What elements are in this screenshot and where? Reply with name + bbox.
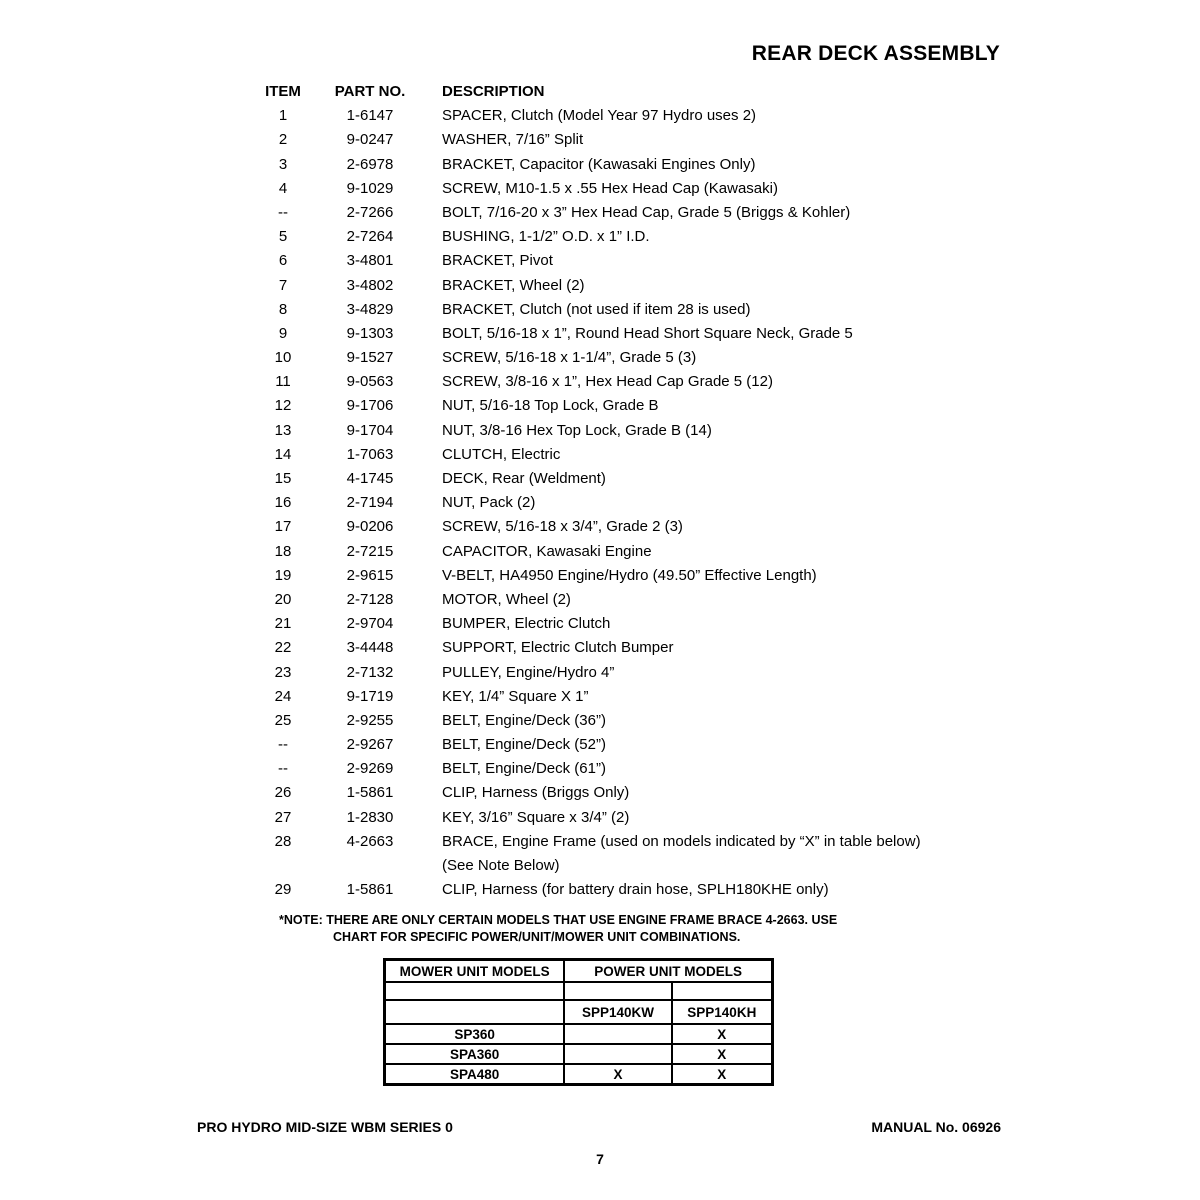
part-item-number: 21 [274,615,292,633]
part-item-number: 14 [274,445,292,463]
part-number: 1-6147 [346,107,394,125]
part-description: MOTOR, Wheel (2) [442,590,571,608]
part-description: SCREW, M10-1.5 x .55 Hex Head Cap (Kawasaki) [442,179,778,197]
power-model-spp140kh: SPP140KH [672,1000,773,1024]
part-row [0,419,1200,443]
part-row [0,491,1200,515]
part-item-number: -- [278,736,288,754]
part-number: 2-9269 [346,760,394,778]
part-row [0,806,1200,830]
part-row [0,540,1200,564]
mower-model: SPA360 [385,1044,565,1064]
part-row [0,394,1200,418]
part-description: SCREW, 5/16-18 x 3/4”, Grade 2 (3) [442,518,683,536]
part-description: BOLT, 5/16-18 x 1”, Round Head Short Square Neck, Grade 5 [442,324,853,342]
model-row [385,1064,773,1085]
part-row [0,298,1200,322]
power-unit-models-header: POWER UNIT MODELS [564,960,772,983]
part-number: 9-1719 [346,687,394,705]
part-number: 2-7264 [346,228,394,246]
part-row [0,588,1200,612]
part-description: BRACKET, Wheel (2) [442,276,585,294]
part-description: SCREW, 3/8-16 x 1”, Hex Head Cap Grade 5 (12) [442,373,773,391]
part-item-number: 10 [274,349,292,367]
part-number: 9-0247 [346,131,394,149]
part-item-number: 26 [274,784,292,802]
part-number: 4-1745 [346,470,394,487]
part-item-number: 17 [274,518,292,536]
part-row [0,709,1200,733]
part-row [0,467,1200,491]
part-row [0,854,1200,878]
part-row [0,274,1200,298]
part-row [0,781,1200,805]
part-number: 9-0206 [346,518,394,536]
part-number: 2-6978 [346,155,394,173]
part-number: 9-1527 [346,349,394,367]
part-number: 3-4448 [346,639,394,657]
model-mark: X [672,1064,773,1085]
power-models-row [385,1000,773,1024]
part-description: CLIP, Harness (for battery drain hose, SPLH180KHE only) [442,881,829,899]
power-model-spp140kw: SPP140KW [564,1000,671,1024]
part-number: 2-7194 [346,494,394,512]
model-row [385,1044,773,1064]
part-item-number: 13 [274,421,292,439]
part-number: 2-9704 [346,615,394,633]
footer-series-title: PRO HYDRO MID-SIZE WBM SERIES 0 [197,1119,453,1135]
part-item-number: 27 [274,808,292,826]
part-row [0,612,1200,636]
part-item-number: -- [278,760,288,778]
part-item-number: 16 [274,494,292,512]
part-description: BRACKET, Capacitor (Kawasaki Engines Only) [442,155,756,173]
part-row [0,153,1200,177]
part-description: BELT, Engine/Deck (61”) [442,760,606,778]
part-number: 2-7132 [346,663,394,681]
part-description: NUT, Pack (2) [442,494,536,512]
part-number: 1-5861 [346,881,394,899]
model-mark [564,1044,671,1064]
note-line-1: *NOTE: THERE ARE ONLY CERTAIN MODELS THAT USE ENGINE FRAME BRACE 4-2663. USE [279,913,838,927]
part-number: 4-2663 [346,832,394,850]
part-description: KEY, 1/4” Square X 1” [442,687,589,705]
part-item-number: 1 [278,107,288,125]
part-description: PULLEY, Engine/Hydro 4” [442,663,615,681]
part-row [0,685,1200,709]
mower-model: SP360 [385,1024,565,1044]
part-number: 2-7128 [346,590,394,608]
part-item-number: -- [278,203,288,221]
part-item-number: 22 [274,639,292,657]
column-header-item: ITEM [265,83,301,100]
part-number: 2-9267 [346,736,394,754]
part-row [0,370,1200,394]
part-item-number: 19 [274,566,292,584]
part-number: 2-7266 [346,203,394,221]
part-number: 3-4829 [346,300,394,318]
part-description: BUSHING, 1-1/2” O.D. x 1” I.D. [442,228,650,246]
part-description: DECK, Rear (Weldment) [442,470,606,487]
part-item-number: 12 [274,397,292,415]
mower-model: SPA480 [385,1064,565,1085]
part-row [0,177,1200,201]
part-number: 9-1706 [346,397,394,415]
part-item-number: 11 [275,373,291,391]
part-row [0,515,1200,539]
model-table-header-row [385,960,773,983]
part-description: CLUTCH, Electric [442,445,561,463]
page-number: 7 [596,1151,604,1167]
column-header-part-no: PART NO. [334,83,406,100]
part-item-number: 5 [278,228,288,246]
part-description: SPACER, Clutch (Model Year 97 Hydro uses 2) [442,107,757,125]
model-mark: X [672,1024,773,1044]
model-compatibility-table [383,958,774,1086]
part-item-number: 6 [278,252,288,270]
part-item-number: 7 [278,276,288,294]
model-row [385,1024,773,1044]
part-row [0,322,1200,346]
part-item-number: 18 [274,542,292,560]
part-number: 9-1303 [346,324,394,342]
part-number: 1-5861 [346,784,394,802]
part-item-number: 25 [274,711,292,729]
part-description: BRACKET, Pivot [442,252,553,270]
page-title: REAR DECK ASSEMBLY [751,42,1000,65]
parts-rows [0,104,1200,902]
part-item-number: 4 [278,179,288,197]
part-row [0,346,1200,370]
part-number: 2-9255 [346,711,394,729]
part-description: (See Note Below) [442,857,560,874]
model-table-spacer-row [385,982,773,1000]
note-line-2: CHART FOR SPECIFIC POWER/UNIT/MOWER UNIT COMBINATIONS. [333,930,741,944]
part-description: SUPPORT, Electric Clutch Bumper [442,639,674,657]
part-description: CLIP, Harness (Briggs Only) [442,784,630,802]
part-item-number: 9 [278,324,288,342]
part-row [0,757,1200,781]
part-item-number: 24 [274,687,292,705]
part-row [0,564,1200,588]
part-description: BRACE, Engine Frame (used on models indicated by “X” in table below) [442,832,921,850]
model-mark: X [564,1064,671,1085]
part-number: 2-7215 [346,542,394,560]
parts-list [0,80,1200,902]
footer-manual-number: MANUAL No. 06926 [871,1119,1001,1135]
part-number: 2-9615 [346,566,394,584]
part-item-number: 20 [274,590,292,608]
part-number: 1-2830 [346,808,394,826]
part-description: BUMPER, Electric Clutch [442,615,611,633]
part-number: 9-0563 [346,373,394,391]
mower-unit-models-header: MOWER UNIT MODELS [385,960,565,983]
part-row [0,443,1200,467]
part-description: CAPACITOR, Kawasaki Engine [442,542,652,560]
part-row [0,830,1200,854]
part-item-number: 23 [274,663,292,681]
model-mark: X [672,1044,773,1064]
part-row [0,636,1200,660]
part-description: NUT, 5/16-18 Top Lock, Grade B [442,397,659,415]
part-number: 9-1029 [346,179,394,197]
part-row [0,733,1200,757]
part-row [0,225,1200,249]
part-item-number: 29 [274,881,292,899]
part-row [0,661,1200,685]
part-description: V-BELT, HA4950 Engine/Hydro (49.50” Effective Length) [442,566,817,584]
column-header-description: DESCRIPTION [442,83,545,100]
part-item-number: 15 [274,470,292,487]
model-mark [564,1024,671,1044]
part-item-number: 2 [278,131,288,149]
part-description: BELT, Engine/Deck (36”) [442,711,606,729]
part-row [0,201,1200,225]
part-row [0,249,1200,273]
part-item-number: 8 [278,300,288,318]
part-description: BRACKET, Clutch (not used if item 28 is used) [442,300,751,318]
part-number: 3-4801 [346,252,394,270]
part-description: NUT, 3/8-16 Hex Top Lock, Grade B (14) [442,421,712,439]
part-description: WASHER, 7/16” Split [442,131,584,149]
part-description: SCREW, 5/16-18 x 1-1/4”, Grade 5 (3) [442,349,697,367]
parts-list-header [0,80,1200,104]
part-row [0,128,1200,152]
part-item-number: 3 [278,155,288,173]
part-description: BELT, Engine/Deck (52”) [442,736,606,754]
engine-brace-note [279,912,959,946]
part-description: KEY, 3/16” Square x 3/4” (2) [442,808,630,826]
part-row [0,878,1200,902]
part-number: 9-1704 [346,421,394,439]
part-row [0,104,1200,128]
part-description: BOLT, 7/16-20 x 3” Hex Head Cap, Grade 5 (Briggs & Kohler) [442,203,851,221]
part-number: 3-4802 [346,276,394,294]
part-item-number: 28 [274,832,292,850]
part-number: 1-7063 [346,445,394,463]
